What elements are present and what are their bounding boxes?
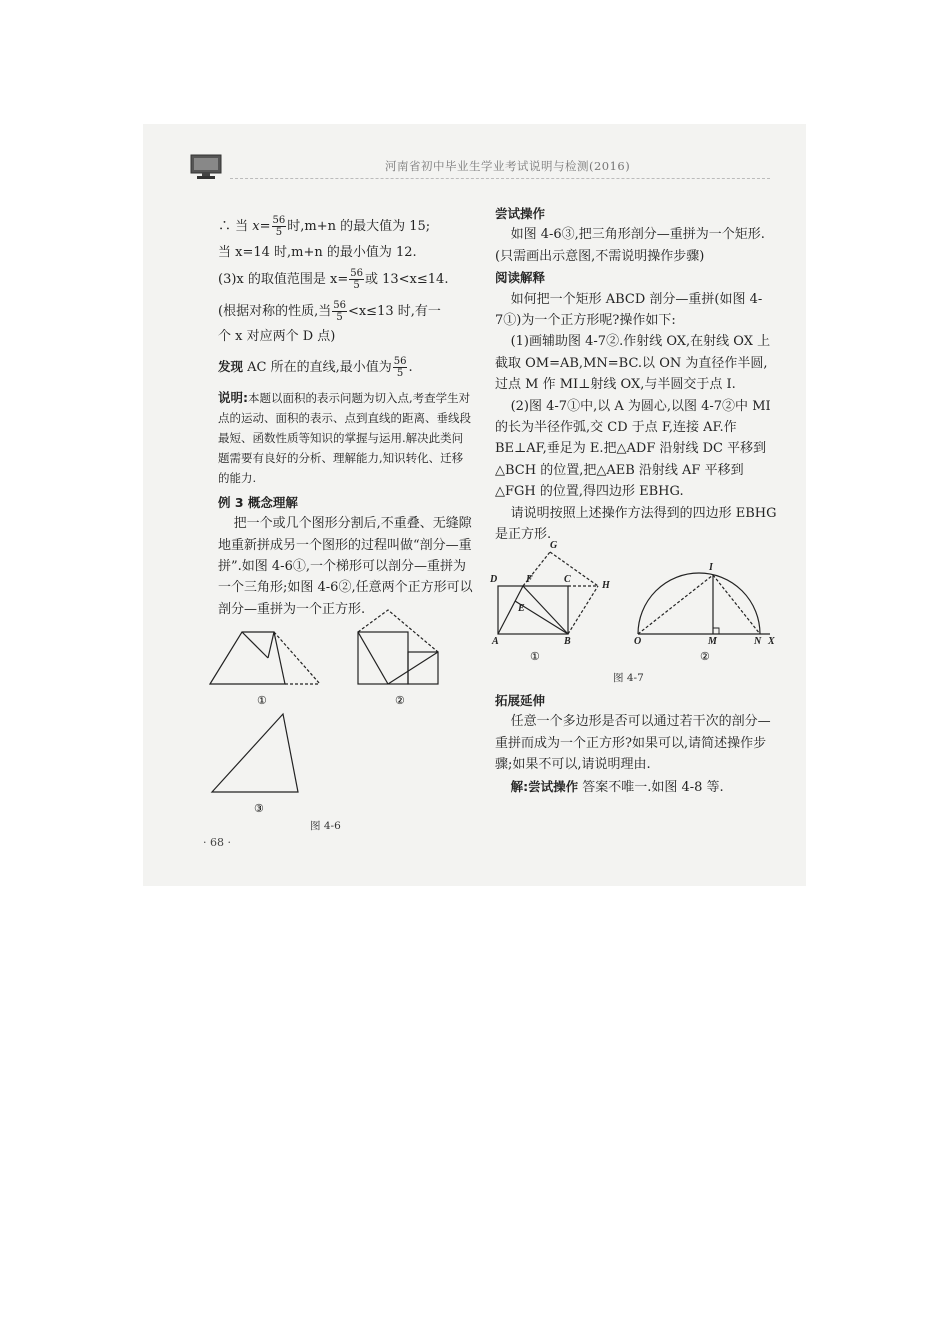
- text-line-2: 当 x=14 时,m+n 的最小值为 12.: [218, 245, 417, 260]
- fig46-squares: [358, 610, 438, 684]
- extension-paragraph: 任意一个多边形是否可以通过若干次的剖分—重拼而成为一个正方形?如果可以,请简述操作步骤;如果不可以,请说明理由.: [495, 714, 771, 773]
- point-label-G: G: [550, 540, 558, 551]
- solution-text: 答案不唯一.如图 4-8 等.: [578, 779, 724, 795]
- discovery-text: AC 所在的直线,最小值为: [243, 359, 392, 375]
- line1-suffix: 时,m+n 的最大值为 15;: [287, 219, 431, 234]
- point-label-D: D: [490, 574, 498, 585]
- line3-prefix: (3)x 的取值范围是 x=: [218, 272, 349, 288]
- figure-4-6: [200, 600, 460, 830]
- fig47-semicircle-diagram: [638, 573, 770, 634]
- example-paragraph: 把一个或几个图形分割后,不重叠、无缝隙地重新拼成另一个图形的过程叫做“剖分—重拼”.如图 4-6①,一个梯形可以剖分—重拼为一个三角形;如图 4-6②,任意两个正方形可以剖分—重拼为一个正方形.: [218, 516, 473, 617]
- line1-prefix: ∴ 当: [218, 219, 253, 234]
- line3-suffix: 或 13<x≤14.: [364, 272, 449, 288]
- line4-suffix: <x≤13 时,有一: [347, 304, 441, 320]
- fraction: [349, 268, 364, 291]
- point-label-N: N: [754, 636, 762, 647]
- fraction-denominator: 5: [353, 280, 360, 292]
- fraction-numerator: 56: [393, 355, 407, 367]
- point-label-A: A: [492, 636, 499, 647]
- line1-eq: =: [259, 219, 271, 234]
- right-column: [495, 203, 778, 546]
- step-1-paragraph: (1)画辅助图 4-7②.作射线 OX,在射线 OX 上截取 OM=AB,MN=BC.以 ON 为直径作半圆,过点 M 作 MI⊥射线 OX,与半圆交于点 I.: [495, 334, 771, 393]
- fraction-denominator: 5: [396, 367, 404, 379]
- text-line-5: 个 x 对应两个 D 点): [218, 329, 336, 345]
- note-paragraph: [218, 388, 473, 488]
- point-label-C: C: [564, 574, 571, 585]
- fraction: [393, 356, 408, 379]
- fig47-label-1: ①: [530, 651, 540, 663]
- extension-section: [495, 690, 778, 798]
- read-heading: 阅读解释: [495, 270, 546, 286]
- solution-line: [495, 776, 778, 798]
- fig47-label-2: ②: [700, 651, 710, 663]
- solution-label: 解:尝试操作: [510, 778, 579, 794]
- fraction-numerator: 56: [350, 268, 363, 280]
- page-number: · 68 ·: [203, 836, 231, 849]
- note-label: 说明:: [218, 389, 248, 405]
- point-label-B: B: [564, 636, 571, 647]
- discovery-label: 发现: [218, 358, 244, 374]
- try-heading: 尝试操作: [495, 206, 546, 221]
- text-line-4: [218, 298, 473, 326]
- fraction-denominator: 5: [336, 312, 343, 324]
- fraction: [332, 300, 347, 323]
- question-paragraph: 请说明按照上述操作方法得到的四边形 EBHG 是正方形.: [495, 505, 777, 543]
- fig46-label-1: ①: [257, 695, 267, 707]
- fig46-label-3: ③: [254, 803, 264, 815]
- fraction: [272, 215, 287, 238]
- try-paragraph: 如图 4-6③,把三角形剖分—重拼为一个矩形.(只需画出示意图,不需说明操作步骤): [495, 227, 765, 264]
- point-label-X: X: [768, 636, 775, 647]
- header-divider: [230, 178, 770, 179]
- fig46-triangle: [212, 714, 298, 792]
- page-header-title: 河南省初中毕业生学业考试说明与检测(2016): [385, 159, 631, 173]
- discovery-suffix: .: [408, 359, 413, 375]
- text-line-3: [218, 266, 473, 294]
- fig47-caption: 图 4-7: [613, 672, 644, 684]
- point-label-E: E: [518, 603, 525, 614]
- monitor-icon: [190, 154, 222, 180]
- figure-4-7: [488, 538, 788, 668]
- point-label-I: I: [709, 562, 713, 573]
- text-line-1: [218, 213, 473, 240]
- fig46-trapezoid: [210, 632, 320, 684]
- example-heading: 例 3 概念理解: [218, 494, 298, 510]
- fraction-numerator: 56: [333, 300, 346, 312]
- read-paragraph: 如何把一个矩形 ABCD 剖分—重拼(如图 4-7①)为一个正方形呢?操作如下:: [495, 291, 763, 329]
- line4-prefix: (根据对称的性质,当: [218, 304, 332, 320]
- step-2-paragraph: (2)图 4-7①中,以 A 为圆心,以图 4-7②中 MI 的长为半径作弧,交 CD 于点 F,连接 AF.作 BE⊥AF,垂足为 E.把△ADF 沿射线 DC 平移到△BCH 的位置,把△AEB 沿射线 AF 平移到△FGH 的位置,得四边形 EBHG.: [495, 398, 771, 500]
- point-label-M: M: [708, 636, 717, 647]
- point-label-F: F: [526, 574, 533, 585]
- extension-heading: 拓展延伸: [495, 693, 546, 708]
- point-label-O: O: [634, 636, 642, 647]
- left-column: [218, 213, 473, 620]
- line1-var: x: [252, 219, 260, 234]
- note-text: 本题以面积的表示问题为切入点,考查学生对点的运动、面积的表示、点到直线的距离、垂线段最短、函数性质等知识的掌握与运用.解决此类问题需要有良好的分析、理解能力,知识转化、迁移的能力.: [218, 390, 471, 485]
- fig46-caption: 图 4-6: [310, 820, 341, 832]
- fig47-rectangle-diagram: [498, 552, 598, 634]
- fraction-denominator: 5: [275, 227, 283, 238]
- fraction-numerator: 56: [272, 215, 286, 226]
- point-label-H: H: [602, 580, 610, 591]
- discovery-line: [218, 352, 473, 382]
- fig46-label-2: ②: [395, 695, 405, 707]
